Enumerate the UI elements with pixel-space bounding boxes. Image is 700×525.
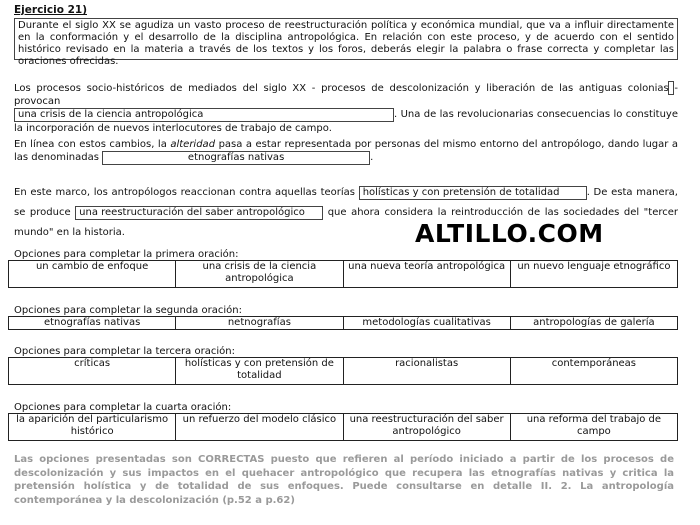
intro-text: Durante el siglo XX se agudiza un vasto proceso de reestructuración política y económica mundial, que va a influir directamente en la conformación y el desarrollo de la disciplina antropológica. En relación con este proceso, y de acuerdo con el sentido histórico revisado en la materia a través de los textos y los foros, deberás elegir la palabra o frase correcta y completar las oraciones ofrecidas.	[14, 18, 678, 60]
options-1-table	[8, 260, 678, 288]
options-2-table	[8, 316, 678, 330]
sentence-2-before: En línea con estos cambios, la	[14, 139, 167, 150]
option-4-b[interactable]: un refuerzo del modelo clásico	[176, 414, 343, 441]
option-2-b[interactable]: netnografías	[176, 317, 343, 330]
blank-1-field[interactable]: una crisis de la ciencia antropológica	[14, 108, 394, 122]
option-2-a[interactable]: etnografías nativas	[9, 317, 176, 330]
blank-2-field[interactable]: etnografías nativas	[102, 151, 370, 165]
sentence-3-before: En este marco, los antropólogos reaccionan contra aquellas teorías	[14, 187, 355, 198]
options-3-label: Opciones para completar la tercera oración:	[14, 346, 235, 357]
options-1-label: Opciones para completar la primera oración:	[14, 249, 239, 260]
option-4-d[interactable]: una reforma del trabajo de campo	[510, 414, 677, 441]
option-1-a[interactable]: un cambio de enfoque	[9, 261, 176, 288]
sentence-3-after: que ahora considera la reintroducción de las sociedades del "tercer mundo" en la historia.	[14, 207, 678, 238]
exercise-title: Ejercicio 21)	[14, 4, 87, 16]
option-3-d[interactable]: contemporáneas	[510, 358, 677, 385]
option-3-b[interactable]: holísticas y con pretensión de totalidad	[176, 358, 343, 385]
blank-3-field[interactable]: holísticas y con pretensión de totalidad	[359, 186, 587, 200]
option-3-a[interactable]: críticas	[9, 358, 176, 385]
option-3-c[interactable]: racionalistas	[343, 358, 510, 385]
sentence-1-after: . Una de las revolucionarias consecuencias lo constituye la incorporación de nuevos interlocutores de trabajo de campo.	[14, 109, 678, 134]
sentence-2-italic: alteridad	[170, 139, 216, 150]
option-1-c[interactable]: una nueva teoría antropológica	[343, 261, 510, 288]
options-3-table	[8, 357, 678, 385]
options-4-table	[8, 413, 678, 441]
options-2-label: Opciones para completar la segunda oración:	[14, 305, 242, 316]
sentence-1-before: Los procesos socio-históricos de mediados del siglo XX - procesos de descolonización y liberación de las antiguas colonias - provocan	[14, 83, 678, 107]
option-2-d[interactable]: antropologías de galería	[510, 317, 677, 330]
option-4-c[interactable]: una reestructuración del saber antropológico	[343, 414, 510, 441]
option-1-b[interactable]: una crisis de la ciencia antropológica	[176, 261, 343, 288]
options-4-label: Opciones para completar la cuarta oración:	[14, 402, 232, 413]
sentence-2-after: .	[370, 152, 374, 163]
sentence-2	[14, 138, 678, 165]
watermark-brand: ALTILLO.COM	[415, 219, 604, 248]
option-1-d[interactable]: un nuevo lenguaje etnográfico	[510, 261, 677, 288]
option-2-c[interactable]: metodologías cualitativas	[343, 317, 510, 330]
sentence-3-middle: . De esta manera, se produce	[14, 187, 678, 218]
sentence-1	[14, 82, 678, 135]
blank-4-field[interactable]: una reestructuración del saber antropológico	[75, 206, 323, 220]
option-4-a[interactable]: la aparición del particularismo histórico	[9, 414, 176, 441]
sentence-2-middle: pasa a estar representada por personas del mismo entorno del antropólogo, dando lugar a las denominadas	[14, 139, 678, 163]
feedback-text: Las opciones presentadas son CORRECTAS puesto que refieren al período iniciado a partir de los procesos de descolonización y sus impactos en el quehacer antropológico que recupera las etnografías nativas y critica la pretensión holística y de totalidad de sus enfoques. Puede consultarse en detalle II. 2. La antropología contemporánea y la descolonización (p.52 a p.62)	[14, 454, 674, 506]
